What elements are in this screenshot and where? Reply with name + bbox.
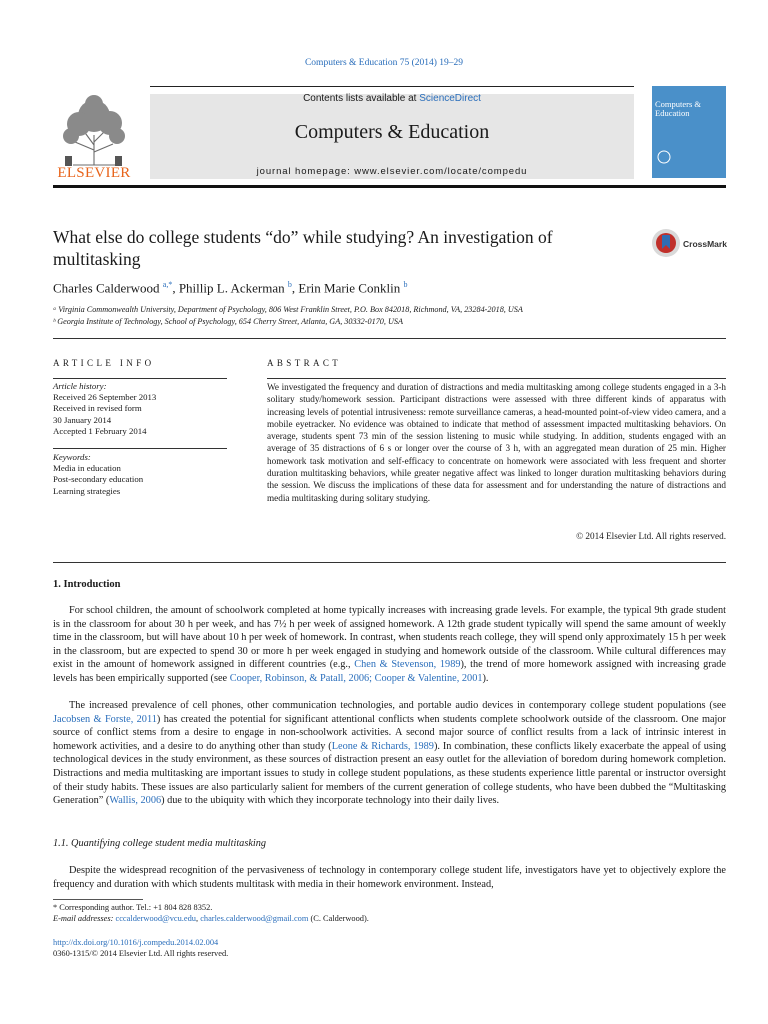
author-name: Charles Calderwood bbox=[53, 280, 160, 296]
email-label: E-mail addresses: bbox=[53, 914, 116, 923]
paragraph-text: ) due to the ubiquity with which they incorporate technology into their daily lives. bbox=[161, 795, 500, 807]
keywords bbox=[53, 452, 228, 497]
history-item: Received in revised form bbox=[53, 403, 142, 414]
elsevier-wordmark: ELSEVIER bbox=[57, 165, 131, 181]
author-sup[interactable]: b bbox=[287, 280, 292, 289]
keyword-item: Post-secondary education bbox=[53, 474, 144, 485]
citation-link[interactable]: Chen & Stevenson, 1989 bbox=[354, 659, 461, 671]
abstract-rule bbox=[267, 378, 726, 379]
journal-name: Computers & Education bbox=[294, 121, 490, 143]
journal-citation[interactable]: Computers & Education 75 (2014) 19–29 bbox=[304, 58, 464, 68]
contents-line bbox=[150, 93, 634, 104]
article-title: What else do college students “do” while studying? An investigation of multitasking bbox=[53, 227, 553, 269]
history-item: 30 January 2014 bbox=[53, 414, 112, 425]
history-item: Accepted 1 February 2014 bbox=[53, 425, 147, 436]
keywords-label: Keywords: bbox=[53, 452, 91, 462]
citation-link[interactable]: Wallis, 2006 bbox=[109, 795, 162, 807]
section-heading-introduction: 1. Introduction bbox=[53, 579, 121, 590]
doi-link[interactable]: http://dx.doi.org/10.1016/j.compedu.2014.02.004 bbox=[53, 938, 219, 947]
keyword-item: Media in education bbox=[53, 463, 121, 474]
affiliation-b: ᵇ Georgia Institute of Technology, School of Psychology, 654 Cherry Street, Atlanta, GA, 30332-0170, USA bbox=[53, 317, 403, 326]
citation-link[interactable]: Jacobsen & Forste, 2011 bbox=[53, 713, 157, 725]
paragraph-text: Despite the widespread recognition of the pervasiveness of technology in contemporary college student life, investigators have yet to objectively explore the frequency and duration with which students multitask with media in their homework environment. Instead, bbox=[53, 865, 726, 890]
crossmark-icon[interactable] bbox=[651, 228, 681, 258]
title-divider bbox=[53, 338, 726, 339]
article-info-rule bbox=[53, 378, 227, 379]
crossmark-label[interactable]: CrossMark bbox=[683, 239, 727, 249]
history-item: Received 26 September 2013 bbox=[53, 392, 157, 403]
subsection-heading: 1.1. Quantifying college student media multitasking bbox=[53, 838, 267, 849]
footnote bbox=[53, 902, 653, 924]
author-name: Phillip L. Ackerman bbox=[178, 280, 285, 296]
cover-title: Computers & Education bbox=[655, 99, 702, 118]
body-paragraph bbox=[53, 864, 726, 891]
body-paragraph bbox=[53, 699, 726, 808]
abstract-copyright: © 2014 Elsevier Ltd. All rights reserved. bbox=[576, 531, 726, 541]
body-paragraph bbox=[53, 604, 726, 686]
footnote-rule bbox=[53, 899, 143, 900]
email-line bbox=[53, 913, 653, 924]
keyword-item: Learning strategies bbox=[53, 485, 121, 496]
issn-line: 0360-1315/© 2014 Elsevier Ltd. All rights reserved. bbox=[53, 949, 229, 958]
email-link[interactable]: cccalderwood@vcu.edu bbox=[115, 914, 196, 923]
email-separator: , bbox=[196, 914, 201, 923]
author-sup[interactable]: a,* bbox=[162, 280, 173, 289]
paragraph-text: The increased prevalence of cell phones, other communication technologies, and portable audio devices in contemporary college student populations (see bbox=[69, 700, 726, 711]
affiliation-a: ᵃ Virginia Commonwealth University, Department of Psychology, 806 West Franklin Street, P.O. Box 842018, Richmond, VA, 23284-2018, USA bbox=[53, 305, 523, 314]
article-history bbox=[53, 381, 228, 437]
article-info-heading: ARTICLE INFO bbox=[53, 358, 155, 368]
paragraph-text: ). In combination, these conflicts likely exacerbate the appeal of using technological devices in the study environment, as these sources of distraction present an easy outlet for the alleviation of boredom during homework completion. Distractions and media multitasking are important issues to study in college student populations, as these students experience little parental or instructor oversight of their study habits. These issues are also particularly salient for members of the current generation of college students, who have been dubbed the “Multitasking Generation” ( bbox=[53, 740, 727, 807]
abstract-text: We investigated the frequency and duration of distractions and media multitasking among college students engaged in a 3-h solitary study/homework session. Participant distractions were assessed with three different kinds of apparatus with increasing levels of potential intrusiveness: remote surveillance cameras, a head-mounted point-of-view video camera, and a mobile eyetracker. No evidence was obtained to indicate that method of assessment impacted multitasking behaviors. On average, students spent 73 min of the session listening to music while studying. In addition, students engaged with an average of 35 distractions of 6 s or longer over the course of 3 h, with an aggregated mean duration of 25 min. Higher homework task motivation and self-efficacy to concentrate on homework were associated with less frequent and shorter duration multitasking behaviors, while greater negative affect was linked to longer duration multitasking behaviors during the session. We discuss the implications of these data for assessment and for understanding the nature of distractions and media multitasking during solitary studying. bbox=[267, 382, 726, 503]
doi-block bbox=[53, 937, 228, 959]
cover-emblem-icon bbox=[657, 150, 671, 164]
paragraph-text: ), the trend of more homework assigned with increasing grade levels has been empirically supported (see bbox=[53, 659, 726, 684]
author-name: Erin Marie Conklin bbox=[298, 280, 401, 296]
author-list: Charles Calderwood $^{a,*}$, Phillip L. Ackerman $^b$, Erin Marie Conklin $^b$ bbox=[53, 280, 408, 296]
citation-link[interactable]: Cooper, Robinson, & Patall, 2006; Cooper & Valentine, 2001 bbox=[229, 672, 483, 684]
keywords-rule bbox=[53, 448, 227, 449]
sciencedirect-link[interactable]: ScienceDirect bbox=[419, 93, 481, 104]
paragraph-text: ). bbox=[482, 672, 489, 684]
history-label: Article history: bbox=[53, 381, 107, 391]
journal-homepage[interactable]: journal homepage: www.elsevier.com/locate/compedu bbox=[256, 166, 528, 177]
citation-link[interactable]: Leone & Richards, 1989 bbox=[331, 740, 434, 752]
paragraph-text: ) has created the potential for significant attentional conflicts when students complete schoolwork outside of the classroom. One major source of conflict stems from a desire to engage in non-schoolwork activities. A second major source of conflict results from a lack of intrinsic interest in homework activities, and a desire to do anything other than study ( bbox=[53, 713, 726, 752]
abstract-heading: ABSTRACT bbox=[267, 358, 342, 368]
email-suffix: (C. Calderwood). bbox=[308, 914, 369, 923]
contents-prefix: Contents lists available at bbox=[303, 93, 420, 104]
header-thick-rule bbox=[53, 185, 726, 188]
paragraph-text: For school children, the amount of schoolwork completed at home typically increases with increasing grade levels. For example, the typical 9th grade student is in the classroom for about 30 h per week, and has 7½ h per week of assigned homework. A 12th grade student typically will spend the same amount of weekly time in the classroom, but will have about 10 h per week of homework. In contrast, when students reach college, they will spend only approximately 15 h per week in the classroom, but are expected to spend 30 or more h per week engaged in studying and homework outside of the classroom. While cultural differences may exist in the amount of homework assigned in different countries (e.g., bbox=[53, 605, 726, 671]
corresponding-author: * Corresponding author. Tel.: +1 804 828 8352. bbox=[53, 903, 213, 912]
header-top-rule bbox=[150, 86, 634, 87]
author-sup[interactable]: b bbox=[403, 280, 408, 289]
email-link[interactable]: charles.calderwood@gmail.com bbox=[200, 914, 309, 923]
abstract-bottom-rule bbox=[53, 562, 726, 563]
